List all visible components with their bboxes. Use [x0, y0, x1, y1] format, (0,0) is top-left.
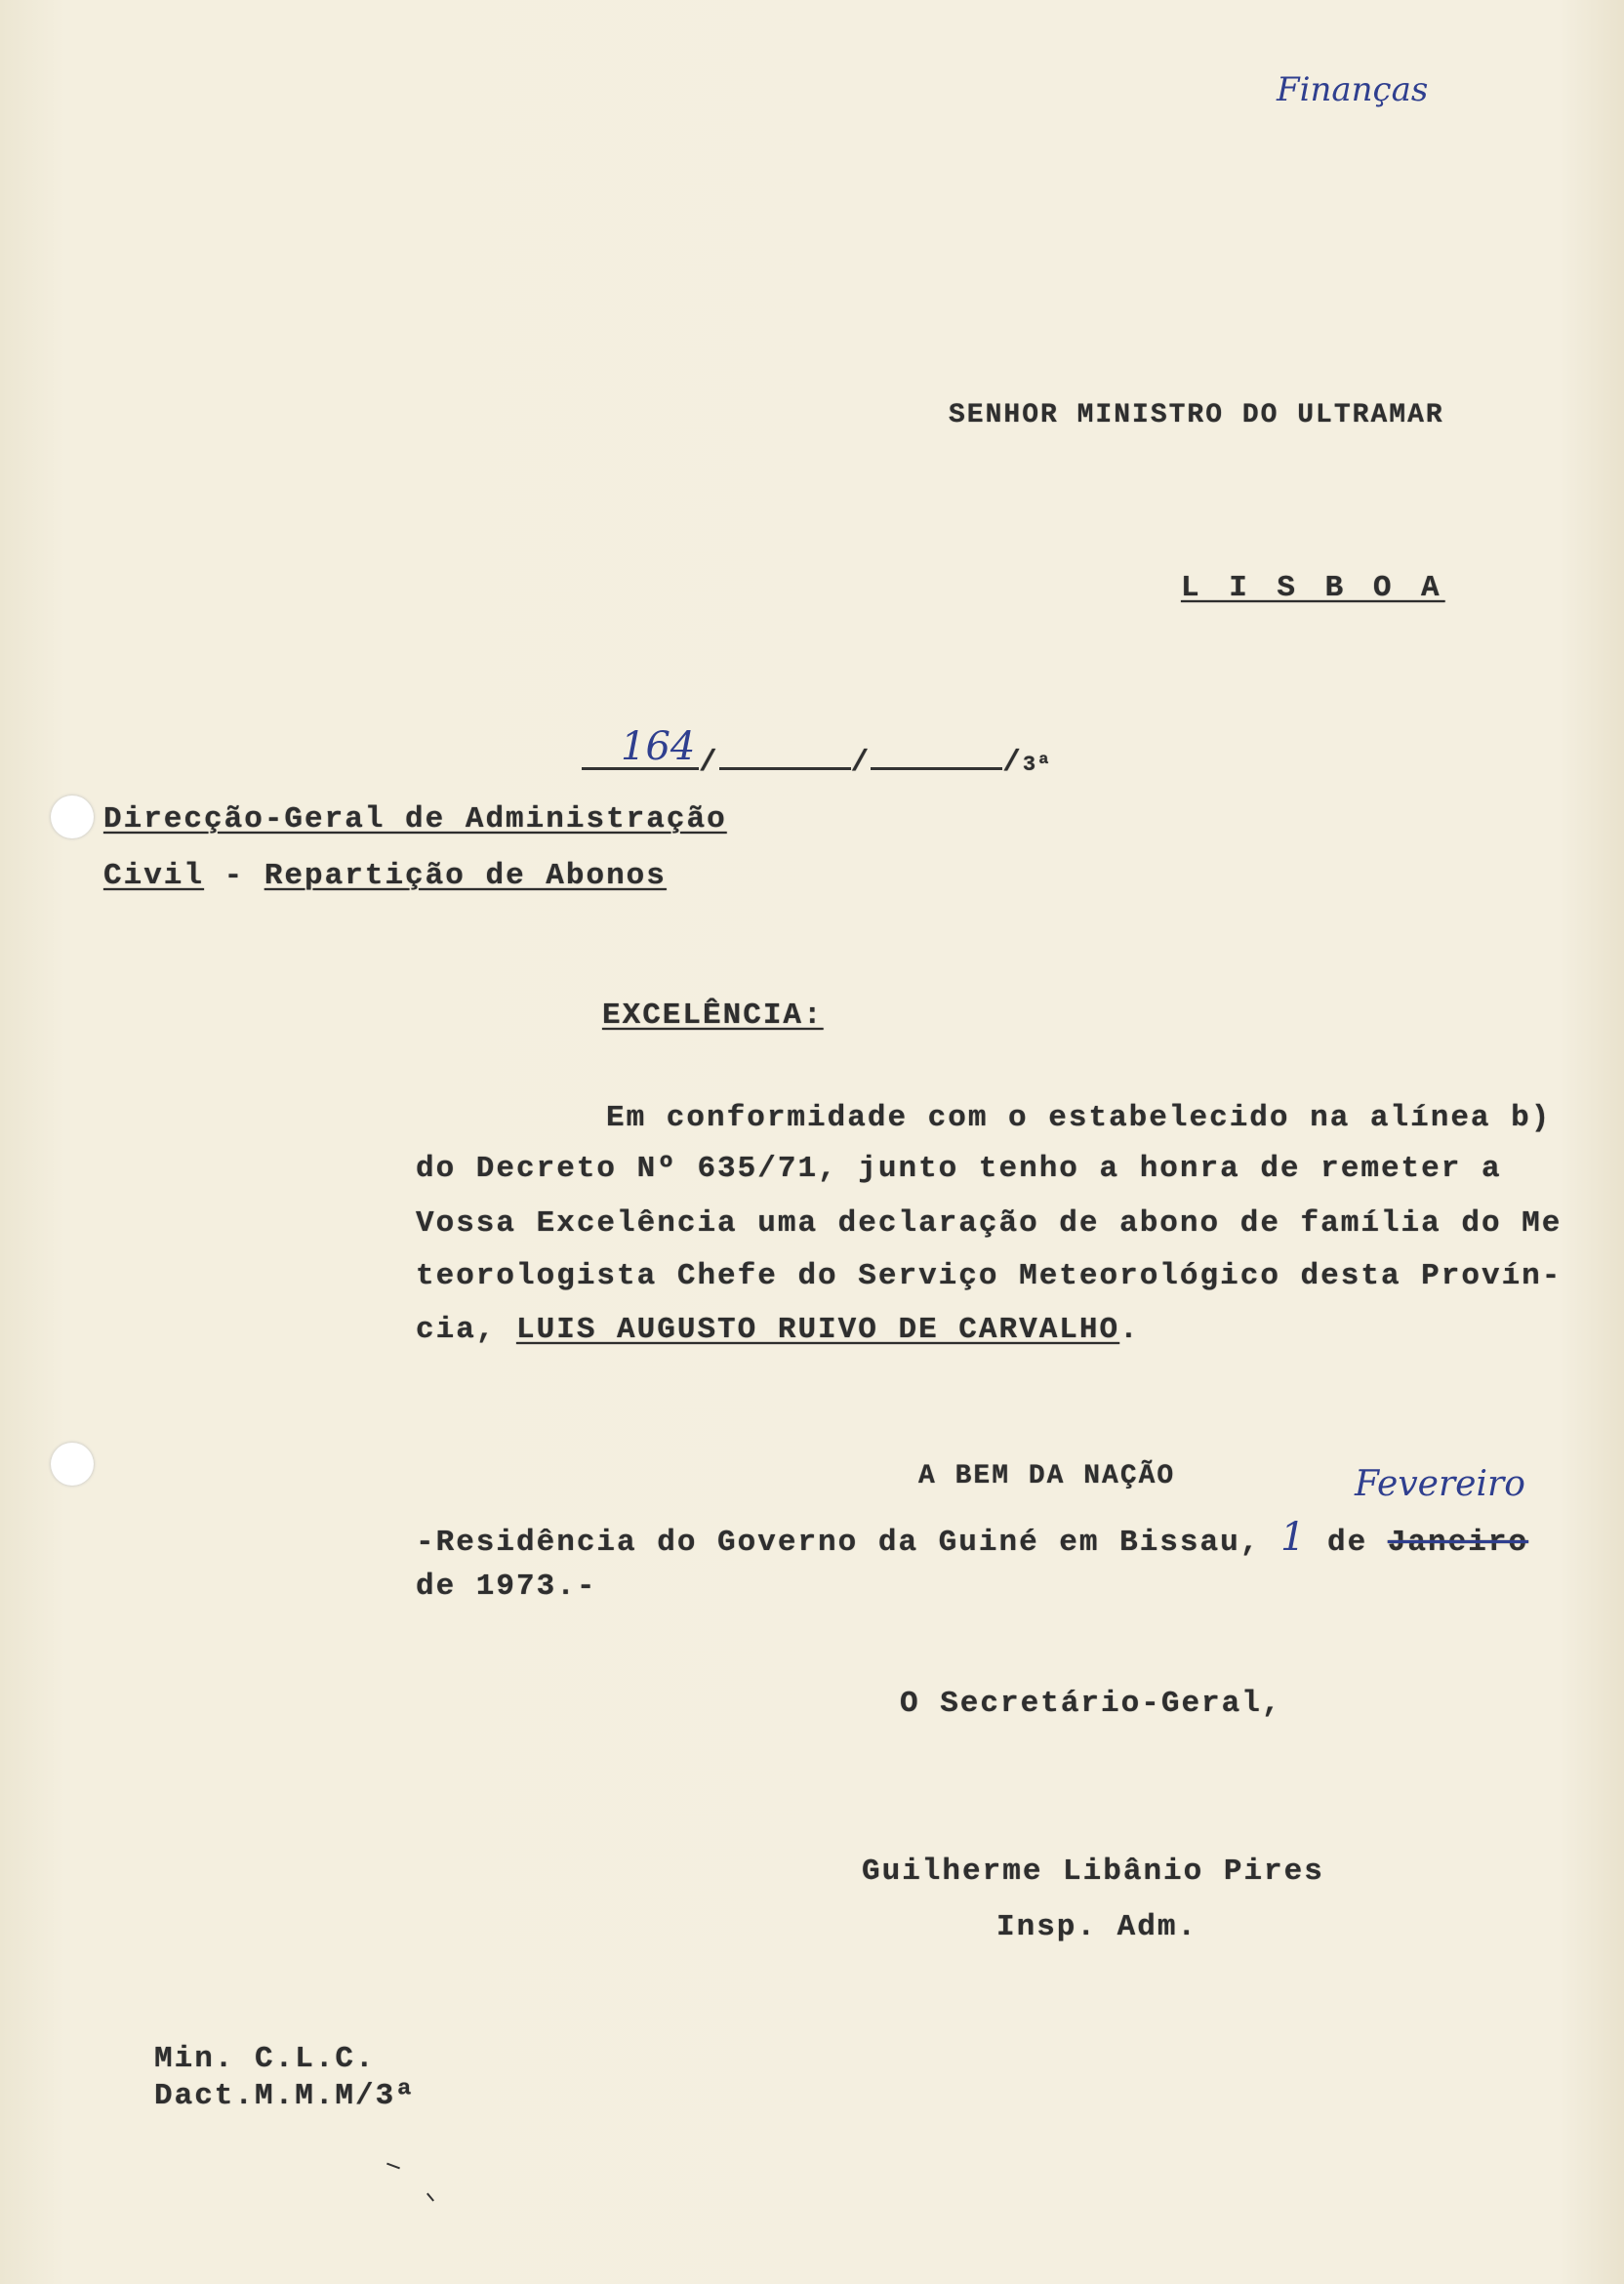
- salutation: EXCELÊNCIA:: [602, 999, 824, 1033]
- stray-mark-1: [386, 2163, 400, 2170]
- handwritten-day: 1: [1279, 1515, 1308, 1560]
- struck-month: Janeiro: [1387, 1526, 1529, 1560]
- closing-place: -Residência do Governo da Guiné em Bissau,: [416, 1526, 1261, 1560]
- city-line: L I S B O A: [1181, 571, 1445, 605]
- body-line-5-end: .: [1119, 1313, 1140, 1347]
- reference-separator-3: /: [1002, 746, 1023, 780]
- reference-blank-3: [871, 740, 1002, 770]
- reference-blank-2: [719, 740, 851, 770]
- punch-hole-top: [51, 795, 94, 838]
- reference-separator-1: /: [699, 746, 719, 780]
- closing-year-line: de 1973.-: [416, 1570, 597, 1604]
- reference-separator-2: /: [850, 746, 872, 780]
- department-civil: Civil: [103, 859, 205, 893]
- closing-place-line: [416, 1515, 1528, 1560]
- signature-title: O Secretário-Geral,: [900, 1687, 1282, 1721]
- footer-line-2: Dact.M.M.M/3ª: [154, 2079, 416, 2113]
- body-line-2: do Decreto Nº 635/71, junto tenho a honra de remeter a: [416, 1152, 1502, 1186]
- department-separator: -: [204, 859, 264, 893]
- department-office: Repartição de Abonos: [264, 859, 667, 893]
- body-line-1: Em conformidade com o estabelecido na alínea b): [606, 1101, 1552, 1135]
- closing-motto: A BEM DA NAÇÃO: [918, 1461, 1176, 1491]
- handwritten-month: Fevereiro: [1355, 1464, 1525, 1504]
- punch-hole-bottom: [51, 1443, 94, 1486]
- reference-suffix: 3ª: [1022, 753, 1053, 777]
- body-line-4: teorologista Chefe do Serviço Meteorológico desta Provín-: [416, 1259, 1563, 1293]
- stray-mark-2: [426, 2193, 434, 2202]
- department-line-1: Direcção-Geral de Administração: [103, 802, 727, 836]
- body-line-3: Vossa Excelência uma declaração de abono de família do Me: [416, 1206, 1563, 1241]
- department-line-2: [103, 859, 667, 893]
- body-line-5: [416, 1313, 1140, 1347]
- handwritten-ref-number: 164: [621, 724, 696, 769]
- closing-date-de: de: [1327, 1526, 1368, 1560]
- signature-name: Guilherme Libânio Pires: [862, 1855, 1324, 1889]
- body-line-5-start: cia,: [416, 1313, 517, 1347]
- footer-line-1: Min. C.L.C.: [154, 2042, 376, 2076]
- handwritten-corner-note: Finanças: [1277, 70, 1429, 109]
- recipient-line: SENHOR MINISTRO DO ULTRAMAR: [949, 400, 1444, 430]
- signature-role: Insp. Adm.: [996, 1910, 1198, 1944]
- person-name: LUIS AUGUSTO RUIVO DE CARVALHO: [516, 1313, 1120, 1347]
